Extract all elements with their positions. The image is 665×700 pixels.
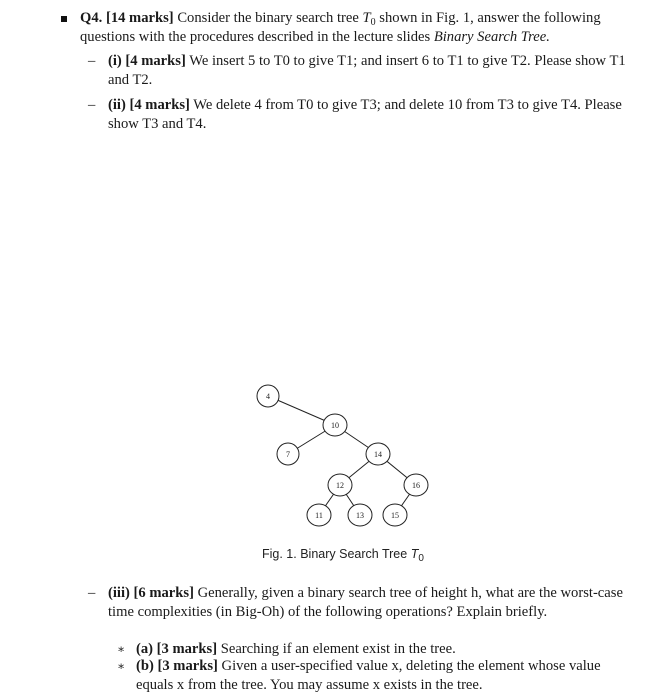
node-14-label: 14 — [374, 450, 382, 459]
figure-caption — [262, 546, 424, 562]
bst-figure — [255, 383, 435, 533]
node-4 — [257, 385, 279, 407]
node-10 — [323, 414, 347, 436]
part-i-dash: – — [88, 53, 96, 69]
part-ii-dash: – — [88, 97, 96, 113]
node-11-label: 11 — [315, 511, 323, 520]
item-b-text: Given a user-specified value x, deleting the element whose value equals x from the tree. You may assume x exists in the tree. — [136, 658, 601, 693]
part-iii — [108, 584, 628, 622]
node-12-label: 12 — [336, 481, 344, 490]
caption-text: Fig. 1. Binary Search Tree — [262, 547, 408, 561]
q4-marks: [14 marks] — [105, 10, 174, 26]
caption-symbol: T — [410, 547, 419, 561]
tree-symbol: T — [362, 10, 371, 26]
q4-line2-em: Binary Search Tree. — [433, 29, 550, 45]
part-iii-label: (iii) [6 marks] — [108, 585, 194, 601]
node-15-label: 15 — [391, 511, 399, 520]
part-i-label: (i) [4 marks] — [108, 53, 186, 69]
part-i-text: We insert 5 to T0 to give T1; and insert 6 to T1 to give T2. Please show T1 and T2. — [108, 53, 626, 88]
node-4-label: 4 — [266, 392, 270, 401]
q4-text-a: Consider the binary search tree — [177, 10, 359, 26]
q4-label: Q4. — [80, 10, 103, 26]
q4-intro — [80, 9, 640, 47]
caption-sub: 0 — [418, 553, 424, 564]
part-i — [108, 52, 628, 90]
item-a-star: ∗ — [117, 642, 126, 656]
node-13 — [348, 504, 372, 526]
item-b-star: ∗ — [117, 659, 126, 673]
part-iii-dash: – — [88, 585, 96, 601]
node-15 — [383, 504, 407, 526]
part-ii-label: (ii) [4 marks] — [108, 97, 190, 113]
node-16 — [404, 474, 428, 496]
q4-bullet — [61, 16, 67, 22]
node-13-label: 13 — [356, 511, 364, 520]
item-b — [136, 657, 628, 695]
part-ii-text: We delete 4 from T0 to give T3; and delete 10 from T3 to give T4. Please show T3 and T4. — [108, 97, 622, 132]
node-10-label: 10 — [331, 421, 339, 430]
node-14 — [366, 443, 390, 465]
tree-sub: 0 — [370, 17, 376, 28]
node-7-label: 7 — [286, 450, 290, 459]
q4-text-b: shown in Fig. 1, answer the following — [379, 10, 601, 26]
item-b-label: (b) [3 marks] — [136, 658, 218, 674]
node-11 — [307, 504, 331, 526]
item-a-label: (a) [3 marks] — [136, 641, 218, 657]
q4-line2: questions with the procedures described in the lecture slides — [80, 29, 431, 45]
node-7 — [277, 443, 299, 465]
node-16-label: 16 — [412, 481, 420, 490]
part-iii-text: Generally, given a binary search tree of height h, what are the worst-case time complexities (in Big-Oh) of the following operations? Explain briefly. — [108, 585, 623, 620]
part-ii — [108, 96, 628, 134]
node-12 — [328, 474, 352, 496]
item-a-text: Searching if an element exist in the tree. — [220, 641, 456, 657]
